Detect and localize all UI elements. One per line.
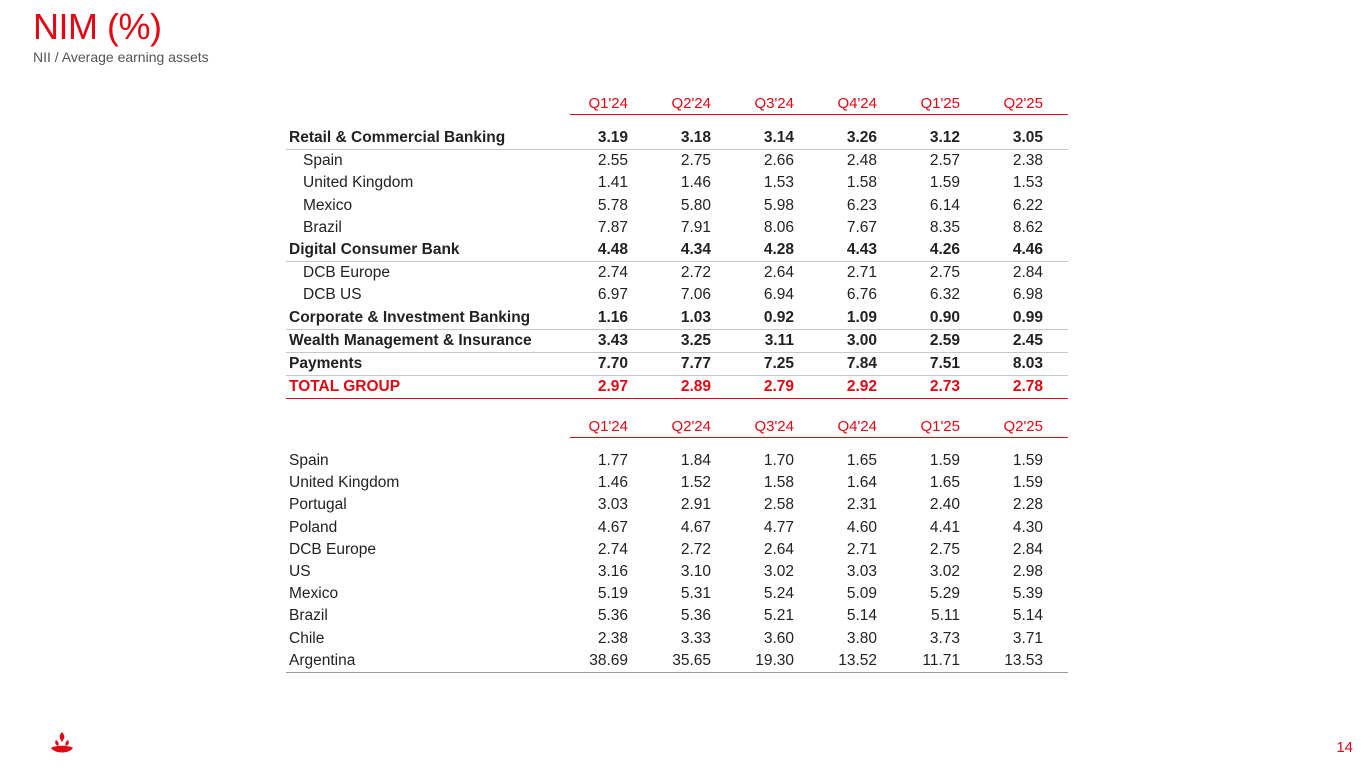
value-cell: 1.46 — [680, 174, 711, 192]
value-cell: 1.65 — [846, 452, 877, 470]
value-cell: 5.78 — [597, 196, 628, 214]
table-row — [286, 127, 1068, 150]
value-cell: 11.71 — [902, 650, 985, 673]
page-title: NIM (%) — [33, 6, 162, 47]
value-cell: 3.12 — [902, 127, 985, 150]
row-label: Poland — [289, 518, 338, 536]
value-cell: 19.30 — [736, 650, 819, 673]
value-cell: 1.59 — [929, 452, 960, 470]
column-header: Q1'24 — [570, 93, 653, 115]
row-label: Argentina — [286, 650, 570, 673]
value-cell: 2.73 — [902, 376, 985, 399]
value-cell: 5.21 — [763, 607, 794, 625]
value-cell: 1.70 — [763, 452, 794, 470]
value-cell: 4.46 — [985, 239, 1068, 262]
table-row — [286, 284, 1068, 306]
value-cell: 2.66 — [763, 152, 794, 170]
row-label: United Kingdom — [289, 474, 400, 492]
value-cell: 1.41 — [597, 174, 628, 192]
table-row — [286, 650, 1068, 673]
value-cell: 1.58 — [846, 174, 877, 192]
value-cell: 6.97 — [597, 286, 628, 304]
value-cell: 1.64 — [846, 474, 877, 492]
value-cell: 8.62 — [1012, 218, 1043, 236]
table-row — [286, 217, 1068, 239]
value-cell: 3.03 — [597, 496, 628, 514]
value-cell: 13.52 — [819, 650, 902, 673]
value-cell: 4.67 — [597, 518, 628, 536]
value-cell: 1.84 — [680, 452, 711, 470]
value-cell: 2.28 — [1012, 496, 1043, 514]
column-header: Q1'25 — [902, 416, 985, 438]
spacer-row — [286, 115, 1068, 128]
row-label: Mexico — [303, 196, 353, 214]
value-cell: 6.76 — [846, 286, 877, 304]
value-cell: 7.84 — [819, 352, 902, 375]
column-header: Q1'24 — [570, 416, 653, 438]
column-header: Q1'25 — [902, 93, 985, 115]
value-cell: 13.53 — [985, 650, 1068, 673]
row-label: Brazil — [303, 218, 342, 236]
value-cell: 2.59 — [902, 329, 985, 352]
row-label: Retail & Commercial Banking — [286, 127, 570, 150]
value-cell: 3.02 — [763, 563, 794, 581]
value-cell: 7.51 — [902, 352, 985, 375]
table-row — [286, 472, 1068, 494]
value-cell: 2.98 — [1012, 563, 1043, 581]
value-cell: 2.57 — [929, 152, 960, 170]
value-cell: 7.91 — [680, 218, 711, 236]
table-row — [286, 352, 1068, 375]
value-cell: 2.89 — [653, 376, 736, 399]
value-cell: 3.05 — [985, 127, 1068, 150]
row-label: DCB US — [303, 286, 362, 304]
value-cell: 3.26 — [819, 127, 902, 150]
table-header-row — [286, 93, 1068, 115]
table-row — [286, 195, 1068, 217]
value-cell: 5.11 — [930, 607, 960, 625]
table-row — [286, 628, 1068, 650]
table-row — [286, 561, 1068, 583]
value-cell: 5.19 — [597, 585, 628, 603]
value-cell: 5.24 — [763, 585, 794, 603]
value-cell: 2.31 — [846, 496, 877, 514]
nim-by-business-table — [286, 93, 1068, 399]
value-cell: 3.02 — [929, 563, 960, 581]
nim-by-country-table — [286, 416, 1068, 673]
value-cell: 8.03 — [985, 352, 1068, 375]
row-label: Payments — [286, 352, 570, 375]
value-cell: 3.73 — [929, 629, 960, 647]
column-header: Q2'25 — [985, 416, 1068, 438]
value-cell: 1.53 — [763, 174, 794, 192]
value-cell: 2.79 — [736, 376, 819, 399]
row-label: Wealth Management & Insurance — [286, 329, 570, 352]
value-cell: 2.64 — [763, 264, 794, 282]
value-cell: 7.70 — [570, 352, 653, 375]
row-label: Digital Consumer Bank — [286, 239, 570, 262]
value-cell: 4.34 — [653, 239, 736, 262]
value-cell: 3.11 — [736, 329, 819, 352]
value-cell: 7.77 — [653, 352, 736, 375]
spacer-row — [286, 438, 1068, 451]
table-row — [286, 307, 1068, 330]
column-header: Q3'24 — [736, 416, 819, 438]
value-cell: 2.75 — [929, 264, 960, 282]
value-cell: 3.00 — [819, 329, 902, 352]
value-cell: 5.36 — [597, 607, 628, 625]
value-cell: 2.45 — [985, 329, 1068, 352]
value-cell: 0.99 — [985, 307, 1068, 330]
value-cell: 4.30 — [1012, 518, 1043, 536]
value-cell: 5.80 — [680, 196, 711, 214]
row-label: Portugal — [289, 496, 347, 514]
column-header: Q3'24 — [736, 93, 819, 115]
value-cell: 8.35 — [929, 218, 960, 236]
value-cell: 5.09 — [846, 585, 877, 603]
table-row — [286, 539, 1068, 561]
column-header: Q2'24 — [653, 416, 736, 438]
table-row — [286, 494, 1068, 516]
value-cell: 7.06 — [680, 286, 711, 304]
row-label: Spain — [289, 452, 329, 470]
table-row — [286, 150, 1068, 173]
column-header: Q2'25 — [985, 93, 1068, 115]
value-cell: 0.92 — [736, 307, 819, 330]
value-cell: 2.71 — [846, 540, 877, 558]
value-cell: 2.78 — [985, 376, 1068, 399]
value-cell: 1.53 — [1012, 174, 1043, 192]
value-cell: 4.48 — [570, 239, 653, 262]
value-cell: 2.91 — [680, 496, 711, 514]
value-cell: 8.06 — [763, 218, 794, 236]
value-cell: 3.60 — [763, 629, 794, 647]
value-cell: 1.77 — [597, 452, 628, 470]
value-cell: 1.59 — [929, 174, 960, 192]
value-cell: 5.14 — [846, 607, 877, 625]
row-label: Corporate & Investment Banking — [286, 307, 570, 330]
value-cell: 6.14 — [929, 196, 960, 214]
row-label: Chile — [289, 629, 325, 647]
spacer-cell — [286, 115, 1068, 128]
value-cell: 1.03 — [653, 307, 736, 330]
spacer-cell — [286, 438, 1068, 451]
value-cell: 5.36 — [680, 607, 711, 625]
table-row — [286, 262, 1068, 285]
row-label: United Kingdom — [303, 174, 414, 192]
page-subtitle: NII / Average earning assets — [33, 49, 209, 65]
value-cell: 2.40 — [929, 496, 960, 514]
value-cell: 5.98 — [763, 196, 794, 214]
table-row — [286, 517, 1068, 539]
value-cell: 2.97 — [570, 376, 653, 399]
row-label: DCB Europe — [303, 264, 391, 282]
value-cell: 4.43 — [819, 239, 902, 262]
value-cell: 2.92 — [819, 376, 902, 399]
row-label: Mexico — [289, 585, 339, 603]
value-cell: 3.33 — [680, 629, 711, 647]
value-cell: 4.41 — [929, 518, 960, 536]
value-cell: 2.72 — [680, 540, 711, 558]
table-row — [286, 605, 1068, 627]
value-cell: 1.58 — [763, 474, 794, 492]
value-cell: 3.43 — [570, 329, 653, 352]
value-cell: 7.67 — [846, 218, 877, 236]
row-label: US — [289, 563, 311, 581]
value-cell: 2.72 — [680, 264, 711, 282]
header-blank — [286, 416, 570, 438]
value-cell: 1.09 — [819, 307, 902, 330]
value-cell: 2.74 — [597, 264, 628, 282]
value-cell: 2.75 — [680, 152, 711, 170]
value-cell: 1.46 — [597, 474, 628, 492]
value-cell: 3.25 — [653, 329, 736, 352]
value-cell: 2.71 — [846, 264, 877, 282]
value-cell: 4.26 — [902, 239, 985, 262]
value-cell: 6.23 — [846, 196, 877, 214]
column-header: Q4'24 — [819, 416, 902, 438]
table-row — [286, 450, 1068, 472]
row-label: DCB Europe — [289, 540, 377, 558]
value-cell: 2.38 — [1012, 152, 1043, 170]
value-cell: 3.03 — [846, 563, 877, 581]
value-cell: 7.87 — [597, 218, 628, 236]
value-cell: 3.80 — [846, 629, 877, 647]
value-cell: 6.94 — [763, 286, 794, 304]
table-row — [286, 172, 1068, 194]
value-cell: 0.90 — [902, 307, 985, 330]
value-cell: 3.18 — [653, 127, 736, 150]
value-cell: 3.10 — [680, 563, 711, 581]
santander-flame-icon — [49, 731, 75, 755]
row-label: Brazil — [289, 607, 328, 625]
value-cell: 5.29 — [929, 585, 960, 603]
value-cell: 6.22 — [1012, 196, 1043, 214]
value-cell: 4.28 — [736, 239, 819, 262]
value-cell: 2.48 — [846, 152, 877, 170]
value-cell: 35.65 — [653, 650, 736, 673]
column-header: Q4'24 — [819, 93, 902, 115]
value-cell: 2.58 — [763, 496, 794, 514]
value-cell: 5.31 — [680, 585, 711, 603]
value-cell: 1.52 — [680, 474, 711, 492]
table-row — [286, 583, 1068, 605]
row-label: Spain — [303, 152, 343, 170]
column-header: Q2'24 — [653, 93, 736, 115]
value-cell: 1.16 — [570, 307, 653, 330]
table-row — [286, 239, 1068, 262]
value-cell: 3.16 — [597, 563, 628, 581]
value-cell: 4.60 — [846, 518, 877, 536]
value-cell: 4.67 — [680, 518, 711, 536]
value-cell: 6.32 — [929, 286, 960, 304]
table-row — [286, 376, 1068, 399]
value-cell: 6.98 — [1012, 286, 1043, 304]
value-cell: 7.25 — [736, 352, 819, 375]
value-cell: 2.84 — [1012, 264, 1043, 282]
slide-number: 14 — [1336, 739, 1353, 756]
value-cell: 2.74 — [597, 540, 628, 558]
table-row — [286, 329, 1068, 352]
value-cell: 38.69 — [570, 650, 653, 673]
value-cell: 2.84 — [1012, 540, 1043, 558]
value-cell: 5.39 — [1012, 585, 1043, 603]
value-cell: 2.75 — [929, 540, 960, 558]
value-cell: 1.59 — [1012, 474, 1043, 492]
value-cell: 1.65 — [929, 474, 960, 492]
value-cell: 3.19 — [570, 127, 653, 150]
value-cell: 2.38 — [597, 629, 628, 647]
value-cell: 3.14 — [736, 127, 819, 150]
row-label: TOTAL GROUP — [286, 376, 570, 399]
value-cell: 3.71 — [1012, 629, 1043, 647]
value-cell: 2.55 — [597, 152, 628, 170]
table-header-row — [286, 416, 1068, 438]
header-blank — [286, 93, 570, 115]
value-cell: 5.14 — [1012, 607, 1043, 625]
value-cell: 2.64 — [763, 540, 794, 558]
value-cell: 4.77 — [763, 518, 794, 536]
value-cell: 1.59 — [1012, 452, 1043, 470]
